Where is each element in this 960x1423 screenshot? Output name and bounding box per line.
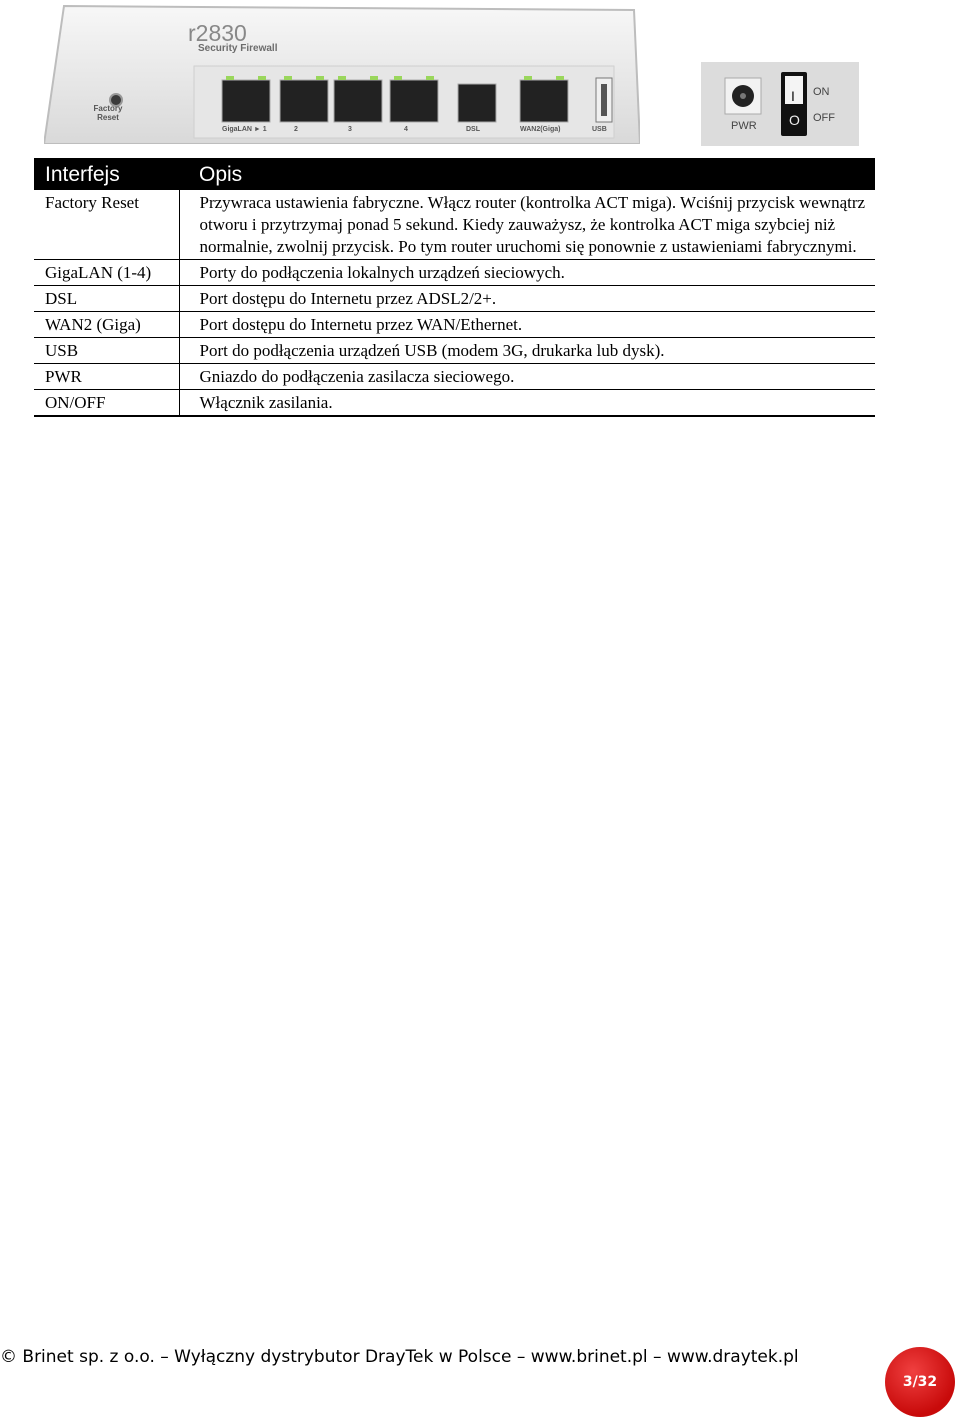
on-label: ON	[813, 86, 830, 98]
footer-copyright: © Brinet sp. z o.o. – Wyłączny dystrybutor DrayTek w Polsce – www.brinet.pl – www.draytek.pl	[0, 1347, 799, 1367]
row-description: Porty do podłączenia lokalnych urządzeń sieciowych.	[179, 260, 875, 286]
row-description: Port dostępu do Internetu przez WAN/Ethernet.	[179, 312, 875, 338]
header-description: Opis	[179, 158, 875, 190]
port-label-wan2: WAN2(Giga)	[520, 126, 561, 133]
row-interface-name: USB	[34, 338, 179, 364]
switch-on-glyph: I	[791, 88, 795, 104]
port-label-gigalan: GigaLAN ► 1	[222, 126, 267, 133]
row-interface-name: GigaLAN (1-4)	[34, 260, 179, 286]
row-interface-name: DSL	[34, 286, 179, 312]
row-interface-name: Factory Reset	[34, 190, 179, 260]
table-row	[34, 312, 875, 338]
row-description: Przywraca ustawienia fabryczne. Włącz router (kontrolka ACT miga). Wciśnij przycisk wewnątrz otworu i przytrzymaj ponad 5 sekund. Kiedy zauważysz, że kontrolka ACT miga szybciej niż normalnie, zwolnij przycisk. Po tym router uruchomi się ponownie z ustawieniami fabrycznymi.	[179, 190, 875, 260]
table-row	[34, 286, 875, 312]
interface-table	[34, 158, 875, 417]
table-row	[34, 338, 875, 364]
table-row	[34, 364, 875, 390]
switch-off-glyph: O	[789, 112, 800, 128]
page-number-badge: 3/32	[885, 1347, 955, 1417]
table-row	[34, 260, 875, 286]
port-label-2: 2	[294, 126, 298, 133]
router-model-label: r2830	[188, 20, 247, 46]
power-panel	[701, 62, 859, 146]
row-description: Port do podłączenia urządzeń USB (modem 3G, drukarka lub dysk).	[179, 338, 875, 364]
row-interface-name: WAN2 (Giga)	[34, 312, 179, 338]
router-series-label: Security Firewall	[198, 43, 278, 54]
row-description: Włącznik zasilania.	[179, 390, 875, 417]
port-label-dsl: DSL	[466, 126, 480, 133]
header-interface: Interfejs	[34, 158, 179, 190]
port-label-3: 3	[348, 126, 352, 133]
port-label-4: 4	[404, 126, 408, 133]
factory-reset-label: Factory Reset	[93, 104, 123, 122]
pwr-label: PWR	[731, 120, 757, 132]
table-row	[34, 390, 875, 417]
row-interface-name: ON/OFF	[34, 390, 179, 417]
router-back-panel-figure	[38, 0, 868, 152]
table-header-row	[34, 158, 875, 190]
row-interface-name: PWR	[34, 364, 179, 390]
off-label: OFF	[813, 112, 835, 124]
row-description: Gniazdo do podłączenia zasilacza sieciowego.	[179, 364, 875, 390]
row-description: Port dostępu do Internetu przez ADSL2/2+.	[179, 286, 875, 312]
port-label-usb: USB	[592, 126, 607, 133]
table-row	[34, 190, 875, 260]
power-switch-image	[701, 62, 859, 146]
router-chassis-image	[44, 4, 640, 144]
